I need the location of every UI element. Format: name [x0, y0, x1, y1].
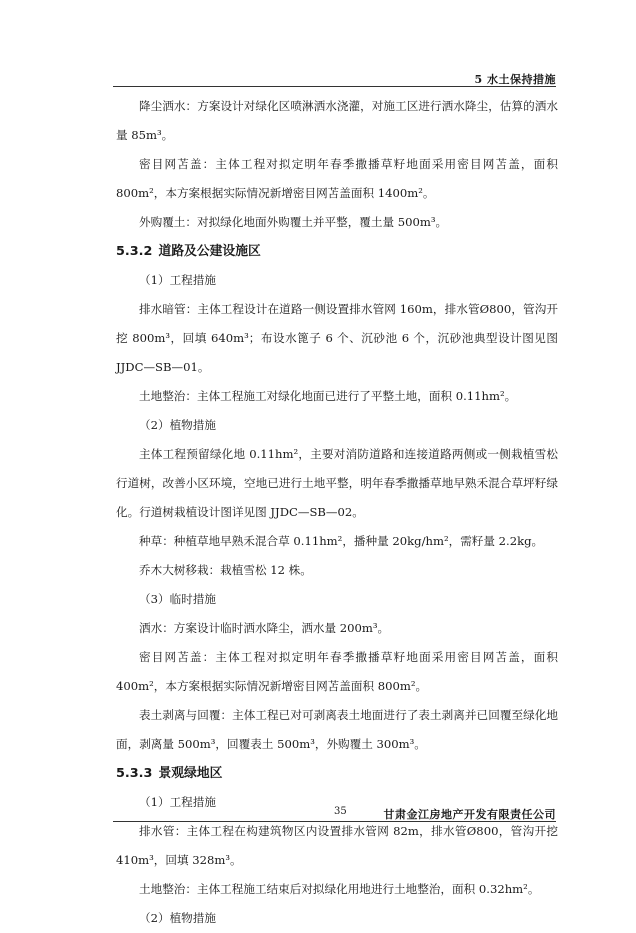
paragraph-drain-pipe-2: 排水管：主体工程在构建筑物区内设置排水管网 82m，排水管Ø800，管沟开挖 410m³，回填 328m³。 — [116, 824, 558, 867]
paragraph-topsoil: 表土剥离与回覆：主体工程已对可剥离表土地面进行了表土剥离并已回覆至绿化地面，剥离量 500m³，回覆表土 500m³，外购覆土 300m³。 — [116, 708, 558, 751]
subheading-temporary: （3）临时措施 — [139, 592, 216, 606]
paragraph-grass-planting: 种草：种植草地早熟禾混合草 0.11hm²，播种量 20kg/hm²，需籽量 2.2kg。 — [139, 534, 544, 548]
page-number: 35 — [334, 806, 347, 817]
section-heading-5-3-2 — [116, 237, 558, 266]
paragraph-soil-cover: 外购覆土：对拟绿化地面外购覆土并平整，覆土量 500m³。 — [139, 215, 448, 229]
footer-company: 甘肃金江房地产开发有限责任公司 — [383, 808, 556, 821]
paragraph-tree-transplant: 乔木大树移栽：栽植雪松 12 株。 — [139, 563, 312, 577]
paragraph-land-leveling: 土地整治：主体工程施工对绿化地面已进行了平整土地，面积 0.11hm²。 — [139, 389, 517, 403]
section-heading-5-3-3 — [116, 759, 558, 788]
header-title: 5 水土保持措施 — [474, 73, 556, 86]
paragraph-mesh-cover-2: 密目网苫盖：主体工程对拟定明年春季撒播草籽地面采用密目网苫盖，面积 400m²，本方案根据实际情况新增密目网苫盖面积 800m²。 — [116, 650, 558, 693]
paragraph-land-remediation: 土地整治：主体工程施工结束后对拟绿化用地进行土地整治，面积 0.32hm²。 — [139, 882, 540, 896]
subheading-vegetation: （2）植物措施 — [139, 418, 216, 432]
paragraph-greening: 主体工程预留绿化地 0.11hm²，主要对消防道路和连接道路两侧或一侧栽植雪松行道树，改善小区环境，空地已进行土地平整，明年春季撒播草地早熟禾混合草坪籽绿化。行道树栽植设计图详见图 JJDC—SB—02。 — [116, 447, 558, 519]
subheading-engineering-2: （1）工程措施 — [139, 795, 216, 809]
section-title: 道路及公建设施区 — [158, 244, 261, 259]
subheading-vegetation-2: （2）植物措施 — [139, 911, 216, 925]
paragraph-mesh-cover: 密目网苫盖：主体工程对拟定明年春季撒播草籽地面采用密目网苫盖，面积 800m²，本方案根据实际情况新增密目网苫盖面积 1400m²。 — [116, 157, 558, 200]
subheading-engineering: （1）工程措施 — [139, 273, 216, 287]
paragraph-watering: 洒水：方案设计临时洒水降尘，洒水量 200m³。 — [139, 621, 390, 635]
paragraph-drain-pipe: 排水暗管：主体工程设计在道路一侧设置排水管网 160m，排水管Ø800，管沟开挖 800m³，回填 640m³；布设水篦子 6 个、沉砂池 6 个，沉砂池典型设计图见图 JJDC—SB—01。 — [116, 302, 558, 374]
section-title: 景观绿地区 — [158, 766, 223, 781]
footer-rule — [113, 821, 556, 822]
paragraph-dust-sprinkling: 降尘洒水：方案设计对绿化区喷淋洒水浇灌，对施工区进行洒水降尘，估算的洒水量 85m³。 — [116, 99, 558, 142]
section-number: 5.3.2 — [116, 244, 153, 259]
header-rule — [113, 86, 556, 87]
section-number: 5.3.3 — [116, 766, 153, 781]
